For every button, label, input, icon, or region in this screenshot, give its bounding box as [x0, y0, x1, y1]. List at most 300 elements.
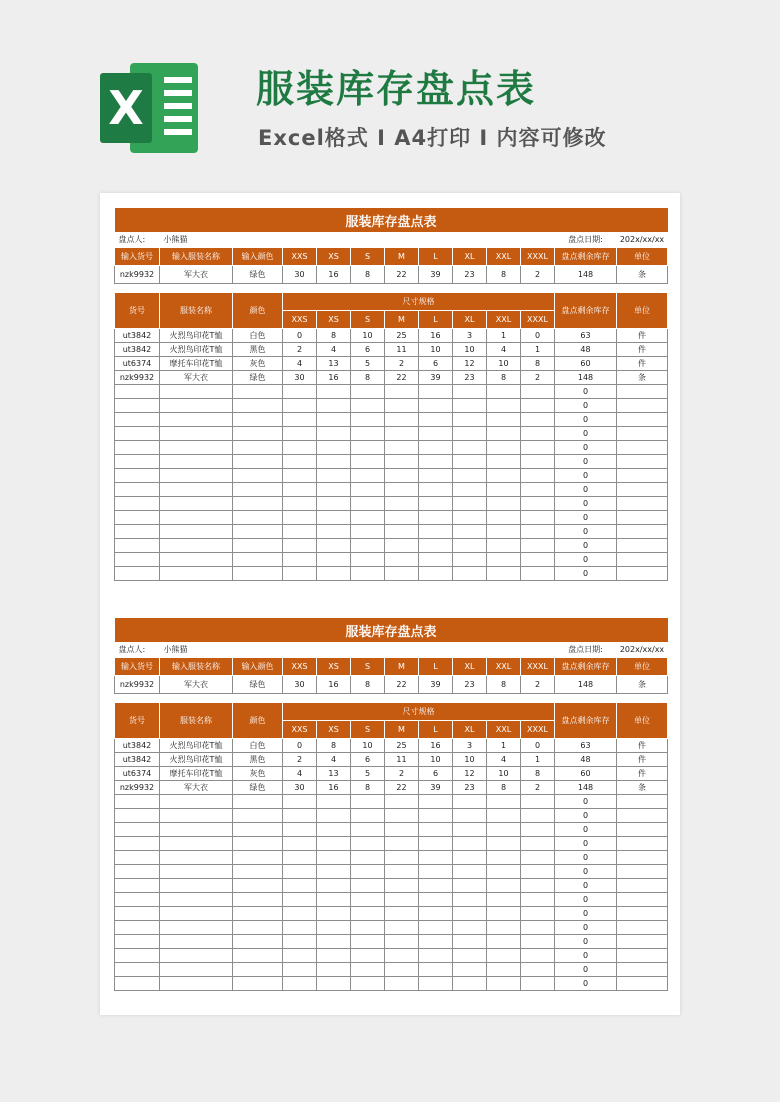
table-cell[interactable]	[115, 483, 160, 497]
table-cell[interactable]	[283, 977, 317, 991]
table-cell[interactable]	[617, 441, 668, 455]
table-cell[interactable]	[160, 455, 233, 469]
table-cell[interactable]	[521, 455, 555, 469]
table-cell[interactable]	[453, 977, 487, 991]
table-cell[interactable]	[385, 921, 419, 935]
table-cell[interactable]: 23	[453, 781, 487, 795]
table-cell[interactable]	[115, 879, 160, 893]
table-cell[interactable]	[419, 795, 453, 809]
table-cell[interactable]	[419, 567, 453, 581]
table-cell[interactable]	[617, 963, 668, 977]
table-cell[interactable]: 63	[555, 329, 617, 343]
table-cell[interactable]	[160, 483, 233, 497]
table-cell[interactable]	[317, 427, 351, 441]
table-cell[interactable]	[521, 385, 555, 399]
input-cell[interactable]: 23	[453, 676, 487, 694]
input-cell[interactable]: 绿色	[233, 266, 283, 284]
table-cell[interactable]	[521, 949, 555, 963]
table-cell[interactable]	[351, 893, 385, 907]
table-cell[interactable]	[521, 977, 555, 991]
table-cell[interactable]	[487, 809, 521, 823]
table-cell[interactable]	[419, 553, 453, 567]
table-cell[interactable]	[385, 385, 419, 399]
table-cell[interactable]	[317, 907, 351, 921]
table-cell[interactable]	[160, 385, 233, 399]
table-cell[interactable]: 火烈鸟印花T恤	[160, 329, 233, 343]
table-cell[interactable]	[453, 553, 487, 567]
table-cell[interactable]	[115, 795, 160, 809]
table-cell[interactable]: 13	[317, 767, 351, 781]
table-cell[interactable]	[160, 795, 233, 809]
table-cell[interactable]	[233, 795, 283, 809]
table-cell[interactable]	[351, 949, 385, 963]
table-cell[interactable]	[617, 795, 668, 809]
table-cell[interactable]: 2	[385, 357, 419, 371]
input-cell[interactable]: 22	[385, 676, 419, 694]
table-cell[interactable]: 4	[487, 753, 521, 767]
table-cell[interactable]	[453, 469, 487, 483]
table-cell[interactable]	[160, 823, 233, 837]
input-cell[interactable]: 条	[617, 676, 668, 694]
input-cell[interactable]: 23	[453, 266, 487, 284]
table-cell[interactable]	[385, 469, 419, 483]
table-cell[interactable]	[233, 893, 283, 907]
table-cell[interactable]	[419, 385, 453, 399]
table-cell[interactable]	[453, 539, 487, 553]
remain-cell[interactable]: 0	[555, 935, 617, 949]
table-cell[interactable]	[351, 935, 385, 949]
table-cell[interactable]	[487, 441, 521, 455]
table-cell[interactable]: 2	[283, 753, 317, 767]
table-cell[interactable]: 10	[487, 357, 521, 371]
table-cell[interactable]	[160, 907, 233, 921]
table-cell[interactable]	[385, 851, 419, 865]
table-cell[interactable]	[160, 553, 233, 567]
table-cell[interactable]: 48	[555, 753, 617, 767]
table-cell[interactable]: 60	[555, 357, 617, 371]
table-cell[interactable]	[453, 823, 487, 837]
table-cell[interactable]	[233, 455, 283, 469]
table-cell[interactable]	[317, 977, 351, 991]
table-cell[interactable]: ut3842	[115, 739, 160, 753]
table-cell[interactable]: 8	[351, 781, 385, 795]
table-cell[interactable]: 8	[487, 781, 521, 795]
table-cell[interactable]	[115, 427, 160, 441]
table-cell[interactable]	[283, 525, 317, 539]
table-cell[interactable]: 灰色	[233, 767, 283, 781]
table-cell[interactable]	[385, 907, 419, 921]
table-cell[interactable]	[160, 837, 233, 851]
remain-cell[interactable]: 0	[555, 865, 617, 879]
table-cell[interactable]: 2	[521, 781, 555, 795]
table-cell[interactable]	[115, 567, 160, 581]
table-cell[interactable]	[487, 907, 521, 921]
remain-cell[interactable]: 0	[555, 921, 617, 935]
table-cell[interactable]	[385, 455, 419, 469]
table-cell[interactable]	[487, 525, 521, 539]
table-cell[interactable]	[419, 893, 453, 907]
table-cell[interactable]	[487, 935, 521, 949]
table-cell[interactable]	[487, 795, 521, 809]
table-cell[interactable]	[351, 567, 385, 581]
table-cell[interactable]	[419, 441, 453, 455]
table-cell[interactable]	[283, 483, 317, 497]
table-cell[interactable]	[351, 399, 385, 413]
table-cell[interactable]	[385, 837, 419, 851]
table-cell[interactable]	[160, 469, 233, 483]
table-cell[interactable]: 军大衣	[160, 371, 233, 385]
table-cell[interactable]: 白色	[233, 329, 283, 343]
table-cell[interactable]	[487, 879, 521, 893]
table-cell[interactable]	[487, 497, 521, 511]
table-cell[interactable]	[283, 385, 317, 399]
table-cell[interactable]	[453, 441, 487, 455]
table-cell[interactable]	[453, 795, 487, 809]
table-cell[interactable]	[385, 511, 419, 525]
table-cell[interactable]	[115, 837, 160, 851]
table-cell[interactable]: ut3842	[115, 329, 160, 343]
remain-cell[interactable]: 0	[555, 879, 617, 893]
input-cell[interactable]: 30	[283, 266, 317, 284]
table-cell[interactable]	[115, 977, 160, 991]
table-cell[interactable]: 0	[521, 329, 555, 343]
input-cell[interactable]: 8	[487, 266, 521, 284]
input-cell[interactable]: 2	[521, 266, 555, 284]
table-cell[interactable]	[283, 469, 317, 483]
table-cell[interactable]: 3	[453, 739, 487, 753]
table-cell[interactable]	[453, 483, 487, 497]
table-cell[interactable]	[317, 921, 351, 935]
table-cell[interactable]	[233, 469, 283, 483]
table-cell[interactable]	[160, 893, 233, 907]
table-cell[interactable]: 4	[317, 343, 351, 357]
table-cell[interactable]	[233, 553, 283, 567]
table-cell[interactable]	[453, 935, 487, 949]
table-cell[interactable]	[385, 795, 419, 809]
table-cell[interactable]	[617, 879, 668, 893]
table-cell[interactable]	[351, 511, 385, 525]
table-cell[interactable]: 0	[283, 329, 317, 343]
table-cell[interactable]: 8	[487, 371, 521, 385]
table-cell[interactable]	[160, 949, 233, 963]
table-cell[interactable]	[521, 441, 555, 455]
table-cell[interactable]	[233, 539, 283, 553]
table-cell[interactable]	[317, 511, 351, 525]
table-cell[interactable]	[453, 851, 487, 865]
table-cell[interactable]	[617, 921, 668, 935]
remain-cell[interactable]: 0	[555, 511, 617, 525]
table-cell[interactable]: 4	[317, 753, 351, 767]
input-cell[interactable]: 军大衣	[160, 266, 233, 284]
table-cell[interactable]	[283, 963, 317, 977]
table-cell[interactable]	[453, 567, 487, 581]
table-cell[interactable]	[487, 399, 521, 413]
table-cell[interactable]	[521, 837, 555, 851]
table-cell[interactable]	[317, 851, 351, 865]
table-cell[interactable]	[453, 809, 487, 823]
counter-name[interactable]: 小熊猫	[163, 645, 188, 654]
counter-name[interactable]: 小熊猫	[163, 235, 188, 244]
table-cell[interactable]	[487, 921, 521, 935]
table-cell[interactable]	[617, 469, 668, 483]
table-cell[interactable]	[617, 949, 668, 963]
remain-cell[interactable]: 0	[555, 469, 617, 483]
table-cell[interactable]: 2	[283, 343, 317, 357]
table-cell[interactable]	[419, 879, 453, 893]
table-cell[interactable]: 5	[351, 767, 385, 781]
table-cell[interactable]	[283, 441, 317, 455]
table-cell[interactable]	[283, 399, 317, 413]
table-cell[interactable]	[419, 921, 453, 935]
table-cell[interactable]	[115, 921, 160, 935]
table-cell[interactable]	[521, 865, 555, 879]
table-cell[interactable]: 10	[453, 343, 487, 357]
table-cell[interactable]	[283, 949, 317, 963]
table-cell[interactable]	[453, 865, 487, 879]
table-cell[interactable]	[233, 907, 283, 921]
table-cell[interactable]	[283, 921, 317, 935]
table-cell[interactable]	[351, 963, 385, 977]
table-cell[interactable]	[487, 455, 521, 469]
input-cell[interactable]: 148	[555, 266, 617, 284]
input-cell[interactable]: 军大衣	[160, 676, 233, 694]
table-cell[interactable]	[617, 935, 668, 949]
table-cell[interactable]	[233, 441, 283, 455]
table-cell[interactable]	[521, 427, 555, 441]
table-cell[interactable]	[115, 963, 160, 977]
table-cell[interactable]: 军大衣	[160, 781, 233, 795]
table-cell[interactable]	[283, 511, 317, 525]
remain-cell[interactable]: 0	[555, 977, 617, 991]
table-cell[interactable]	[160, 399, 233, 413]
table-cell[interactable]	[419, 823, 453, 837]
table-cell[interactable]	[487, 483, 521, 497]
table-cell[interactable]	[283, 553, 317, 567]
remain-cell[interactable]: 0	[555, 413, 617, 427]
table-cell[interactable]: 8	[521, 357, 555, 371]
input-cell[interactable]: 8	[351, 676, 385, 694]
input-cell[interactable]: 条	[617, 266, 668, 284]
table-cell[interactable]	[233, 851, 283, 865]
table-cell[interactable]	[351, 879, 385, 893]
remain-cell[interactable]: 0	[555, 893, 617, 907]
table-cell[interactable]	[283, 837, 317, 851]
table-cell[interactable]: 16	[317, 781, 351, 795]
remain-cell[interactable]: 0	[555, 809, 617, 823]
input-cell[interactable]: 39	[419, 266, 453, 284]
table-cell[interactable]	[233, 399, 283, 413]
table-cell[interactable]	[233, 921, 283, 935]
table-cell[interactable]	[233, 809, 283, 823]
table-cell[interactable]: nzk9932	[115, 781, 160, 795]
table-cell[interactable]	[487, 823, 521, 837]
table-cell[interactable]	[317, 469, 351, 483]
table-cell[interactable]	[317, 567, 351, 581]
table-cell[interactable]	[115, 949, 160, 963]
table-cell[interactable]: 63	[555, 739, 617, 753]
table-cell[interactable]	[317, 809, 351, 823]
table-cell[interactable]	[351, 795, 385, 809]
table-cell[interactable]	[160, 879, 233, 893]
table-cell[interactable]	[521, 483, 555, 497]
table-cell[interactable]: 0	[521, 739, 555, 753]
table-cell[interactable]	[115, 851, 160, 865]
table-cell[interactable]	[521, 907, 555, 921]
table-cell[interactable]	[617, 497, 668, 511]
table-cell[interactable]	[115, 511, 160, 525]
table-cell[interactable]	[385, 865, 419, 879]
table-cell[interactable]	[160, 497, 233, 511]
table-cell[interactable]: 2	[385, 767, 419, 781]
table-cell[interactable]	[351, 851, 385, 865]
table-cell[interactable]	[617, 907, 668, 921]
table-cell[interactable]	[385, 949, 419, 963]
table-cell[interactable]	[233, 949, 283, 963]
table-cell[interactable]	[160, 511, 233, 525]
table-cell[interactable]: 件	[617, 357, 668, 371]
table-cell[interactable]	[283, 809, 317, 823]
table-cell[interactable]: 火烈鸟印花T恤	[160, 343, 233, 357]
table-cell[interactable]	[419, 949, 453, 963]
table-cell[interactable]	[317, 823, 351, 837]
table-cell[interactable]	[351, 427, 385, 441]
input-cell[interactable]: nzk9932	[115, 676, 160, 694]
table-cell[interactable]	[617, 977, 668, 991]
table-cell[interactable]: 6	[419, 357, 453, 371]
table-cell[interactable]	[453, 525, 487, 539]
remain-cell[interactable]: 0	[555, 837, 617, 851]
input-cell[interactable]: 16	[317, 676, 351, 694]
table-cell[interactable]	[385, 963, 419, 977]
table-cell[interactable]	[317, 385, 351, 399]
table-cell[interactable]	[385, 399, 419, 413]
table-cell[interactable]	[317, 865, 351, 879]
remain-cell[interactable]: 0	[555, 427, 617, 441]
table-cell[interactable]: ut6374	[115, 357, 160, 371]
table-cell[interactable]	[617, 525, 668, 539]
table-cell[interactable]	[160, 809, 233, 823]
table-cell[interactable]	[453, 837, 487, 851]
table-cell[interactable]	[233, 823, 283, 837]
table-cell[interactable]: 12	[453, 767, 487, 781]
table-cell[interactable]	[487, 413, 521, 427]
table-cell[interactable]	[521, 851, 555, 865]
table-cell[interactable]	[487, 837, 521, 851]
table-cell[interactable]	[617, 553, 668, 567]
table-cell[interactable]	[233, 567, 283, 581]
table-cell[interactable]	[385, 879, 419, 893]
table-cell[interactable]	[617, 483, 668, 497]
table-cell[interactable]	[617, 865, 668, 879]
table-cell[interactable]	[160, 441, 233, 455]
table-cell[interactable]	[317, 963, 351, 977]
table-cell[interactable]: 60	[555, 767, 617, 781]
table-cell[interactable]	[351, 823, 385, 837]
table-cell[interactable]	[351, 539, 385, 553]
table-cell[interactable]	[487, 385, 521, 399]
table-cell[interactable]	[419, 809, 453, 823]
table-cell[interactable]	[233, 977, 283, 991]
table-cell[interactable]	[283, 413, 317, 427]
table-cell[interactable]: 12	[453, 357, 487, 371]
remain-cell[interactable]: 0	[555, 385, 617, 399]
table-cell[interactable]	[233, 427, 283, 441]
table-cell[interactable]	[487, 851, 521, 865]
table-cell[interactable]: 条	[617, 371, 668, 385]
table-cell[interactable]	[233, 413, 283, 427]
table-cell[interactable]	[115, 539, 160, 553]
table-cell[interactable]	[521, 823, 555, 837]
table-cell[interactable]	[453, 907, 487, 921]
table-cell[interactable]	[115, 865, 160, 879]
table-cell[interactable]: 6	[351, 343, 385, 357]
table-cell[interactable]	[115, 497, 160, 511]
table-cell[interactable]: 22	[385, 371, 419, 385]
table-cell[interactable]	[351, 483, 385, 497]
table-cell[interactable]: 绿色	[233, 371, 283, 385]
remain-cell[interactable]: 0	[555, 483, 617, 497]
table-cell[interactable]: ut6374	[115, 767, 160, 781]
input-cell[interactable]: 绿色	[233, 676, 283, 694]
table-cell[interactable]	[617, 851, 668, 865]
table-cell[interactable]	[115, 455, 160, 469]
table-cell[interactable]	[419, 497, 453, 511]
table-cell[interactable]	[419, 427, 453, 441]
table-cell[interactable]	[317, 483, 351, 497]
table-cell[interactable]	[487, 469, 521, 483]
table-cell[interactable]	[453, 921, 487, 935]
table-cell[interactable]	[115, 399, 160, 413]
table-cell[interactable]	[115, 553, 160, 567]
table-cell[interactable]	[351, 413, 385, 427]
table-cell[interactable]	[115, 809, 160, 823]
table-cell[interactable]	[419, 837, 453, 851]
table-cell[interactable]	[160, 865, 233, 879]
table-cell[interactable]	[385, 567, 419, 581]
table-cell[interactable]	[617, 567, 668, 581]
table-cell[interactable]: 8	[317, 739, 351, 753]
table-cell[interactable]	[521, 809, 555, 823]
table-cell[interactable]: 件	[617, 329, 668, 343]
table-cell[interactable]	[617, 539, 668, 553]
table-cell[interactable]	[385, 977, 419, 991]
table-cell[interactable]	[283, 935, 317, 949]
table-cell[interactable]	[351, 441, 385, 455]
table-cell[interactable]	[351, 837, 385, 851]
table-cell[interactable]	[317, 935, 351, 949]
table-cell[interactable]	[487, 553, 521, 567]
table-cell[interactable]: 条	[617, 781, 668, 795]
table-cell[interactable]: 3	[453, 329, 487, 343]
table-cell[interactable]	[453, 399, 487, 413]
table-cell[interactable]: 48	[555, 343, 617, 357]
remain-cell[interactable]: 0	[555, 949, 617, 963]
table-cell[interactable]	[617, 823, 668, 837]
input-cell[interactable]: 22	[385, 266, 419, 284]
table-cell[interactable]	[419, 851, 453, 865]
table-cell[interactable]: ut3842	[115, 343, 160, 357]
remain-cell[interactable]: 0	[555, 963, 617, 977]
table-cell[interactable]	[160, 935, 233, 949]
table-cell[interactable]: 30	[283, 371, 317, 385]
table-cell[interactable]	[283, 823, 317, 837]
table-cell[interactable]	[160, 977, 233, 991]
date-value[interactable]: 202x/xx/xx	[619, 235, 665, 244]
table-cell[interactable]: 摩托车印花T恤	[160, 357, 233, 371]
table-cell[interactable]	[351, 921, 385, 935]
table-cell[interactable]	[487, 893, 521, 907]
table-cell[interactable]	[317, 795, 351, 809]
